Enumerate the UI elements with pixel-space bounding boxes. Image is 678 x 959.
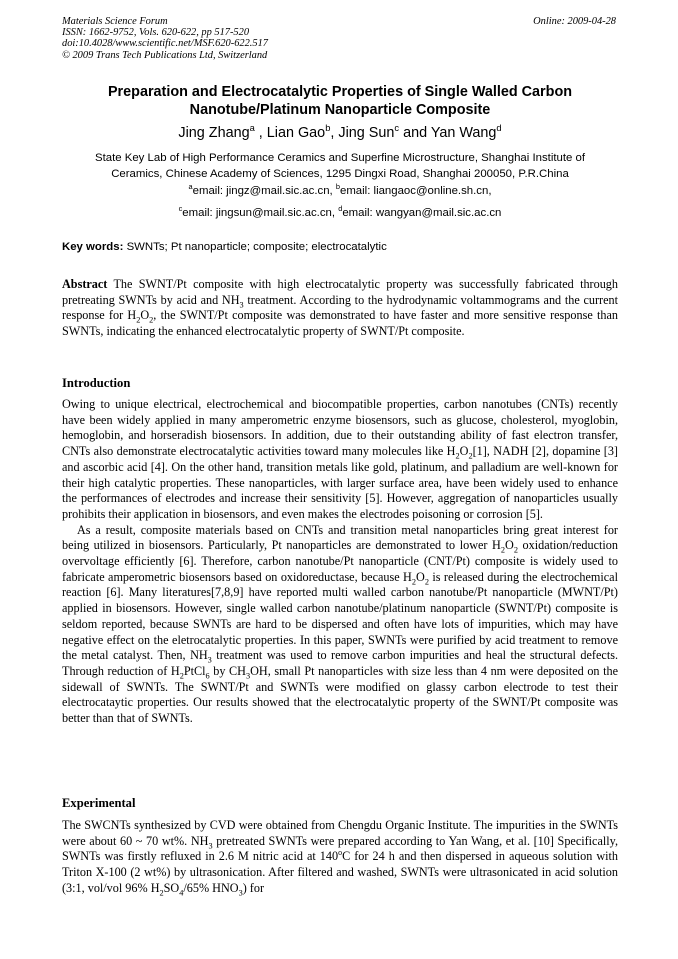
subscript: 2	[136, 315, 141, 325]
subscript: 6	[205, 671, 210, 681]
paragraph	[62, 818, 618, 897]
affiliation	[62, 150, 618, 182]
author-email: email: jingsun@mail.sic.ac.cn,	[182, 207, 339, 219]
author-separator: and	[399, 125, 431, 141]
journal-doi: doi:10.4028/www.scientific.net/MSF.620-622.517	[62, 38, 268, 50]
author-affiliation-mark: c	[394, 123, 400, 134]
journal-name: Materials Science Forum	[62, 16, 168, 27]
subscript: 2	[424, 577, 429, 587]
paragraph-text: /65% HNO	[183, 880, 239, 895]
subscript: 3	[207, 655, 212, 665]
paragraph-text: SO	[163, 880, 180, 895]
section-heading-introduction: Introduction	[62, 376, 131, 390]
email-mark: c	[178, 204, 183, 214]
subscript: 2	[455, 451, 460, 461]
author-name: Jing Zhang	[178, 125, 250, 141]
subscript: 4	[179, 888, 184, 898]
section-heading-experimental: Experimental	[62, 796, 136, 810]
paper-title	[62, 83, 618, 119]
author-affiliation-mark: b	[325, 123, 331, 134]
paragraph-text: treatment was used to remove carbon impurities and heal the structural defects. Through reduction of H	[62, 648, 618, 678]
keywords-label: Key words:	[62, 241, 124, 253]
online-date: Online: 2009-04-28	[533, 16, 616, 27]
paragraph-text: is released during the electrochemical reaction [6]. Many literatures[7,8,9] have reported multi walled carbon nanotube/Pt nanoparticle (MWNT/Pt) applied in biosensors. However, single walled carbon nanotube/platinum nanoparticle (SWNT/Pt) composite is seldom reported, because SWNTs are hard to be dispersed and often have lots of impurities, which may have negative effect on the eletrocatalytic properties. In this paper, SWNTs were purified by acid treatment to remove the metal catalyst. Then, NH	[62, 569, 618, 663]
author-email: email: liangaoc@online.sh.cn,	[339, 185, 492, 197]
paragraph-text: O	[505, 538, 514, 553]
paragraph-text: C for 24 h and then dispersed in aqueous solution with Triton X-100 (2 wt%) by ultrasonication. After filtered and washed, SWNTs were ultrasonicated in acid solution (3:1, vol/vol 96% H	[62, 849, 619, 895]
author-affiliation-mark: d	[496, 123, 502, 134]
subscript: 2	[513, 545, 518, 555]
journal-issn: ISSN: 1662-9752, Vols. 620-622, pp 517-520	[62, 27, 250, 39]
abstract-text: treatment. According to the hydrodynamic voltammograms and the current response for H	[62, 292, 619, 323]
paragraph	[62, 523, 618, 727]
abstract-label: Abstract	[62, 277, 108, 291]
author-email: email: jingz@mail.sic.ac.cn,	[192, 185, 336, 197]
author-separator: ,	[330, 125, 339, 141]
keywords	[62, 240, 618, 255]
paragraph-text: ) for	[242, 880, 265, 895]
experimental-body	[62, 818, 618, 897]
abstract-text: O	[140, 308, 150, 323]
paragraph-text: The SWCNTs synthesized by CVD were obtained from Chengdu Organic Institute. The impurities in the SWNTs were about 60 ~ 70 wt%. NH	[62, 818, 618, 848]
paragraph-text: Owing to unique electrical, electrochemical and biocompatible properties, carbon nanotubes (CNTs) recently have been widely applied in many amperometric enzyme biosensors, such as glucose, cholesterol, myoglobin, hemoglobin, and horseradish biosensors. In addition, due to their outstanding ability of fast electron transfer, CNTs also demonstrate electrocatalytic activities toward many molecules like H	[62, 397, 618, 459]
subscript: 2	[179, 671, 184, 681]
paragraph-text: by CH	[209, 663, 246, 678]
affiliation-line: State Key Lab of High Performance Ceramics and Superfine Microstructure, Shanghai Institute of	[94, 152, 586, 164]
paragraph-text: pretreated SWNTs were prepared according to Yan Wang, et al. [10] Specifically, SWNTs was firstly refluxed in 2.6 M nitric acid at 140	[62, 833, 619, 864]
subscript: 3	[238, 888, 243, 898]
subscript: 3	[245, 671, 251, 681]
email-mark: b	[335, 182, 340, 192]
subscript: 2	[159, 888, 164, 898]
email-mark: d	[338, 204, 343, 214]
journal-copyright: © 2009 Trans Tech Publications Ltd, Switzerland	[62, 49, 268, 61]
subscript: 3	[239, 300, 244, 310]
subscript: 2	[500, 545, 505, 555]
abstract	[62, 277, 618, 340]
abstract-text: , the SWNT/Pt composite was demonstrated to have faster and more sensitive response than SWNTs, indicating the enhanced electrocatalytic property of SWNT/Pt composite.	[62, 308, 618, 339]
introduction-body	[62, 397, 618, 727]
keywords-text: SWNTs; Pt nanoparticle; composite; electrocatalytic	[123, 241, 387, 253]
email-line	[62, 206, 618, 220]
paragraph-text: As a result, composite materials based on CNTs and transition metal nanoparticles bring great interest for being utilized in biosensors. Particularly, Pt nanoparticles are demonstrated to lower H	[62, 522, 618, 553]
subscript: 2	[468, 451, 473, 461]
author-separator: ,	[254, 125, 267, 141]
subscript: 2	[411, 577, 416, 587]
affiliation-line: Ceramics, Chinese Academy of Sciences, 1295 Dingxi Road, Shanghai 200050, P.R.China	[111, 168, 569, 180]
journal-header	[62, 16, 618, 61]
subscript: 2	[149, 315, 154, 325]
subscript: 3	[208, 841, 213, 851]
paragraph-text: PtCl	[183, 663, 206, 678]
abstract-text: The SWNT/Pt composite with high electrocatalytic property was successfully fabricated through pretreating SWNTs by acid and NH	[62, 277, 618, 307]
email-mark: a	[188, 182, 193, 192]
paragraph-text: O	[459, 444, 469, 459]
superscript: o	[338, 848, 343, 858]
author-name: Lian Gao	[266, 125, 326, 141]
paper-title-line: Nanotube/Platinum Nanoparticle Composite	[189, 102, 491, 118]
author-affiliation-mark: a	[249, 123, 255, 134]
paragraph-text: O	[416, 569, 425, 584]
paragraph-text: OH, small Pt nanoparticles with size less than 4 nm were deposited on the sidewall of SWNTs. The SWNT/Pt and SWNTs were modified on glassy carbon electrode to test their electrocataytic properties. Our results showed that the electrocatalytic property of the SWNT/Pt composite was better than that of SWNTs.	[62, 663, 618, 726]
email-line	[62, 184, 618, 198]
paper-title-line: Preparation and Electrocatalytic Properties of Single Walled Carbon	[107, 84, 573, 100]
paragraph	[62, 397, 618, 523]
paragraph-text: oxidation/reduction overvoltage efficiently [6]. Therefore, carbon nanotube/Pt nanoparticle (CNT/Pt) composite is widely used to fabricate amperometric biosensors based on oxidoreductase, because H	[62, 538, 618, 584]
author-email: email: wangyan@mail.sic.ac.cn	[342, 207, 502, 219]
author-name: Yan Wang	[430, 125, 497, 141]
author-name: Jing Sun	[338, 125, 395, 141]
author-list	[62, 124, 618, 142]
paragraph-text: [1], NADH [2], dopamine [3] and ascorbic acid [4]. On the other hand, transition metals like gold, platinum, and palladium are well-known for their high catalytic properties. These nanoparticles, with larger surface area, have been widely used to enhance the performances of electrodes and increase their sensitivity [5]. However, aggregation of nanoparticles usually prohibits their application in biosensors, and even makes the electrodes poisoning or corrosion [5].	[62, 444, 618, 521]
